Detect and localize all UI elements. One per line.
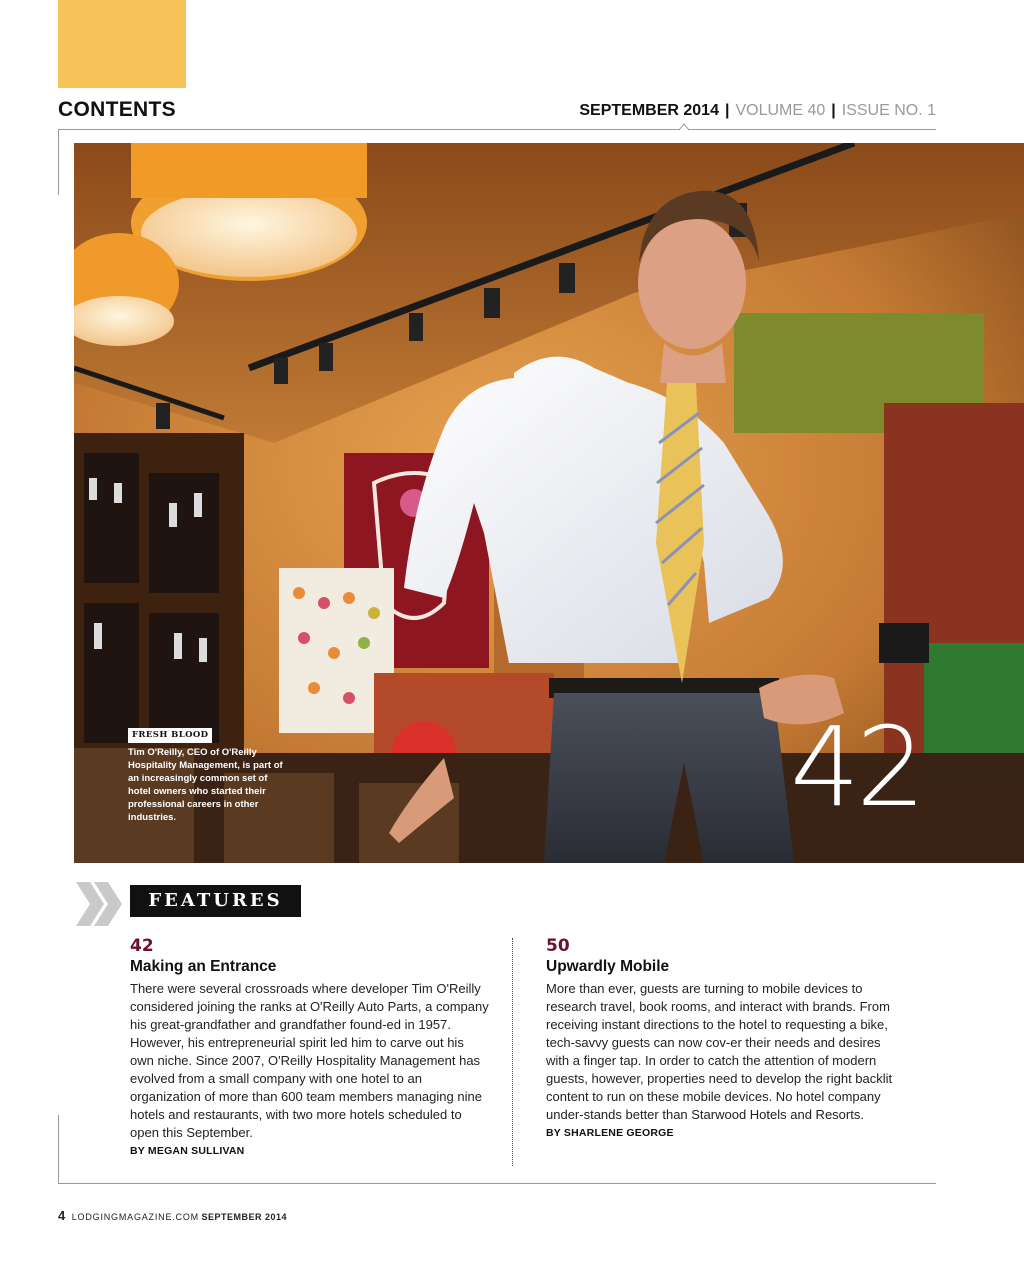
color-tab (58, 0, 186, 88)
caption-text: Tim O'Reilly, CEO of O'Reilly Hospitality Management, is part of an increasingly common set of hotel owners who started their professional careers in other industries. (128, 747, 283, 823)
frame-rule-left (58, 129, 59, 195)
caret-icon (678, 121, 690, 133)
article-summary: There were several crossroads where developer Tim O'Reilly considered joining the ranks at O'Reilly Auto Parts, a company his great-grandfather and grandfather found-ed in 1957. However, his entrepreneurial spirit led him to carve out his own niche. Since 2007, O'Reilly Hospitality Management has evolved from a small company with one hotel to an organization of more than 600 team members managing nine hotels and restaurants, with two more hotels scheduled to open this September. (130, 981, 489, 1140)
caption-tag: FRESH BLOOD (128, 728, 212, 743)
hero-page-number: 42 (790, 703, 922, 831)
article-byline: BY SHARLENE GEORGE (546, 1127, 674, 1139)
article-title[interactable]: Upwardly Mobile (546, 958, 670, 975)
header-rule (58, 129, 936, 130)
footer-rule (58, 1183, 936, 1184)
page-footer (58, 1208, 287, 1223)
double-chevron-icon (74, 880, 124, 928)
issue-date: SEPTEMBER 2014 (579, 102, 719, 119)
page-title: CONTENTS (58, 98, 176, 121)
article-summary: More than ever, guests are turning to mobile devices to research travel, book rooms, and interact with brands. From receiving instant directions to the hotel to requesting a bike, tech-savvy guests can now cov-er their needs and desires with a finger tap. In order to catch the attention of modern guests, however, properties need to develop the right backlit content to run on these mobile devices. No hotel company under-stands better than Starwood Hotels and Resorts. (546, 981, 893, 1122)
issue-info (579, 102, 936, 120)
footer-date: SEPTEMBER 2014 (201, 1212, 288, 1222)
article-page-number: 50 (546, 936, 570, 956)
issue-number-label: ISSUE NO. 1 (841, 102, 936, 119)
footer-page-number: 4 (58, 1208, 66, 1223)
issue-separator: | (724, 102, 730, 119)
feature-article (130, 936, 490, 1157)
volume-label: VOLUME 40 (735, 102, 826, 119)
issue-separator: | (831, 102, 836, 119)
footer-site[interactable]: LODGINGMAGAZINE.COM (71, 1212, 199, 1222)
feature-article (546, 936, 906, 1139)
article-byline: BY MEGAN SULLIVAN (130, 1145, 245, 1157)
column-divider (512, 938, 513, 1166)
features-label: FEATURES (130, 885, 301, 917)
article-title[interactable]: Making an Entrance (130, 958, 277, 975)
frame-rule-left-bottom (58, 1115, 59, 1183)
article-page-number: 42 (130, 936, 154, 956)
photo-caption (128, 728, 288, 824)
